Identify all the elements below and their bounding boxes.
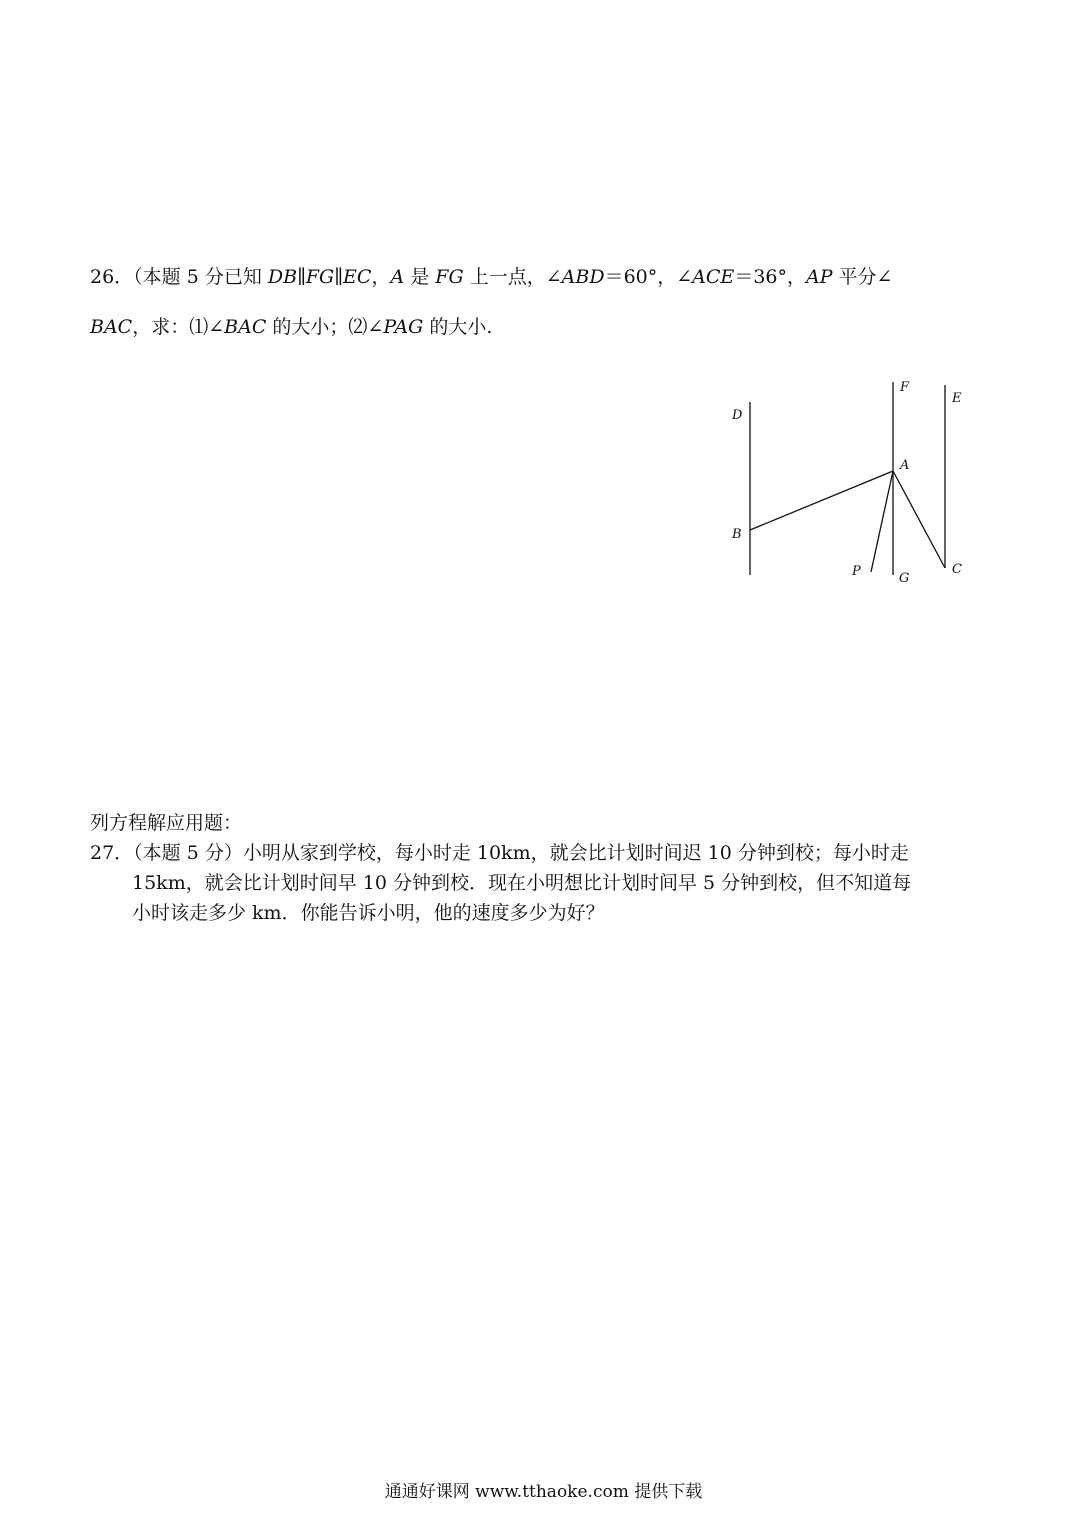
- question-26-line-1: [90, 262, 1010, 292]
- geometry-figure: [720, 370, 990, 590]
- q26-text: ，求：⑴∠: [132, 316, 225, 338]
- question-27-line-3: 小时该走多少 km．你能告诉小明，他的速度多少为好？: [132, 902, 605, 924]
- q26-angle-bac: BAC: [90, 316, 133, 338]
- q26-point-a: A: [390, 266, 405, 288]
- question-26-line-2: [90, 312, 790, 342]
- question-27-line-1: 27．（本题 5 分）小明从家到学校，每小时走 10km，就会比计划时间迟 10 分钟到校；每小时走: [90, 842, 909, 864]
- q26-text: 平分∠: [832, 266, 893, 288]
- q26-comma: ，: [371, 266, 391, 288]
- q26-line-fg: FG: [305, 266, 335, 288]
- label-b: B: [732, 527, 742, 542]
- question-27: [90, 838, 1005, 928]
- q26-angle-pag: PAG: [383, 316, 424, 338]
- label-e: E: [952, 391, 962, 406]
- q26-line-fg: FG: [435, 266, 464, 288]
- segment-ba: [750, 471, 893, 530]
- label-f: F: [900, 380, 910, 395]
- q26-text-prefix: 26．（本题 5 分已知: [90, 266, 268, 288]
- footer-source: 通通好课网 www.tthaoke.com 提供下载: [384, 1482, 703, 1502]
- q26-line-ec: EC: [343, 266, 372, 288]
- q26-parallel-symbol: ∥: [297, 266, 306, 288]
- q26-angle-abd: ABD: [561, 266, 605, 288]
- label-a: A: [900, 458, 910, 473]
- q26-text: ＝36°，: [734, 266, 806, 288]
- question-27-line-2: 15km，就会比计划时间早 10 分钟到校．现在小明想比计划时间早 5 分钟到校，但不知道每: [132, 872, 912, 894]
- q26-text: 的大小；⑵∠: [266, 316, 384, 338]
- q26-angle-ace: ACE: [692, 266, 735, 288]
- label-c: C: [952, 562, 962, 577]
- q26-line-db: DB: [267, 266, 298, 288]
- label-g: G: [899, 571, 910, 586]
- q26-angle-bac: BAC: [224, 316, 267, 338]
- segment-ap: [871, 471, 893, 572]
- q26-parallel-symbol: ∥: [334, 266, 344, 288]
- q26-text: 是: [404, 266, 436, 288]
- section-heading: 列方程解应用题：: [90, 812, 243, 834]
- segment-ac: [893, 471, 945, 568]
- label-p: P: [852, 564, 861, 579]
- q26-text: ＝60°，∠: [604, 266, 693, 288]
- label-d: D: [732, 408, 743, 423]
- q26-text: 上一点，∠: [463, 266, 562, 288]
- q26-text: 的大小.: [423, 316, 493, 338]
- q26-ray-ap: AP: [806, 266, 833, 288]
